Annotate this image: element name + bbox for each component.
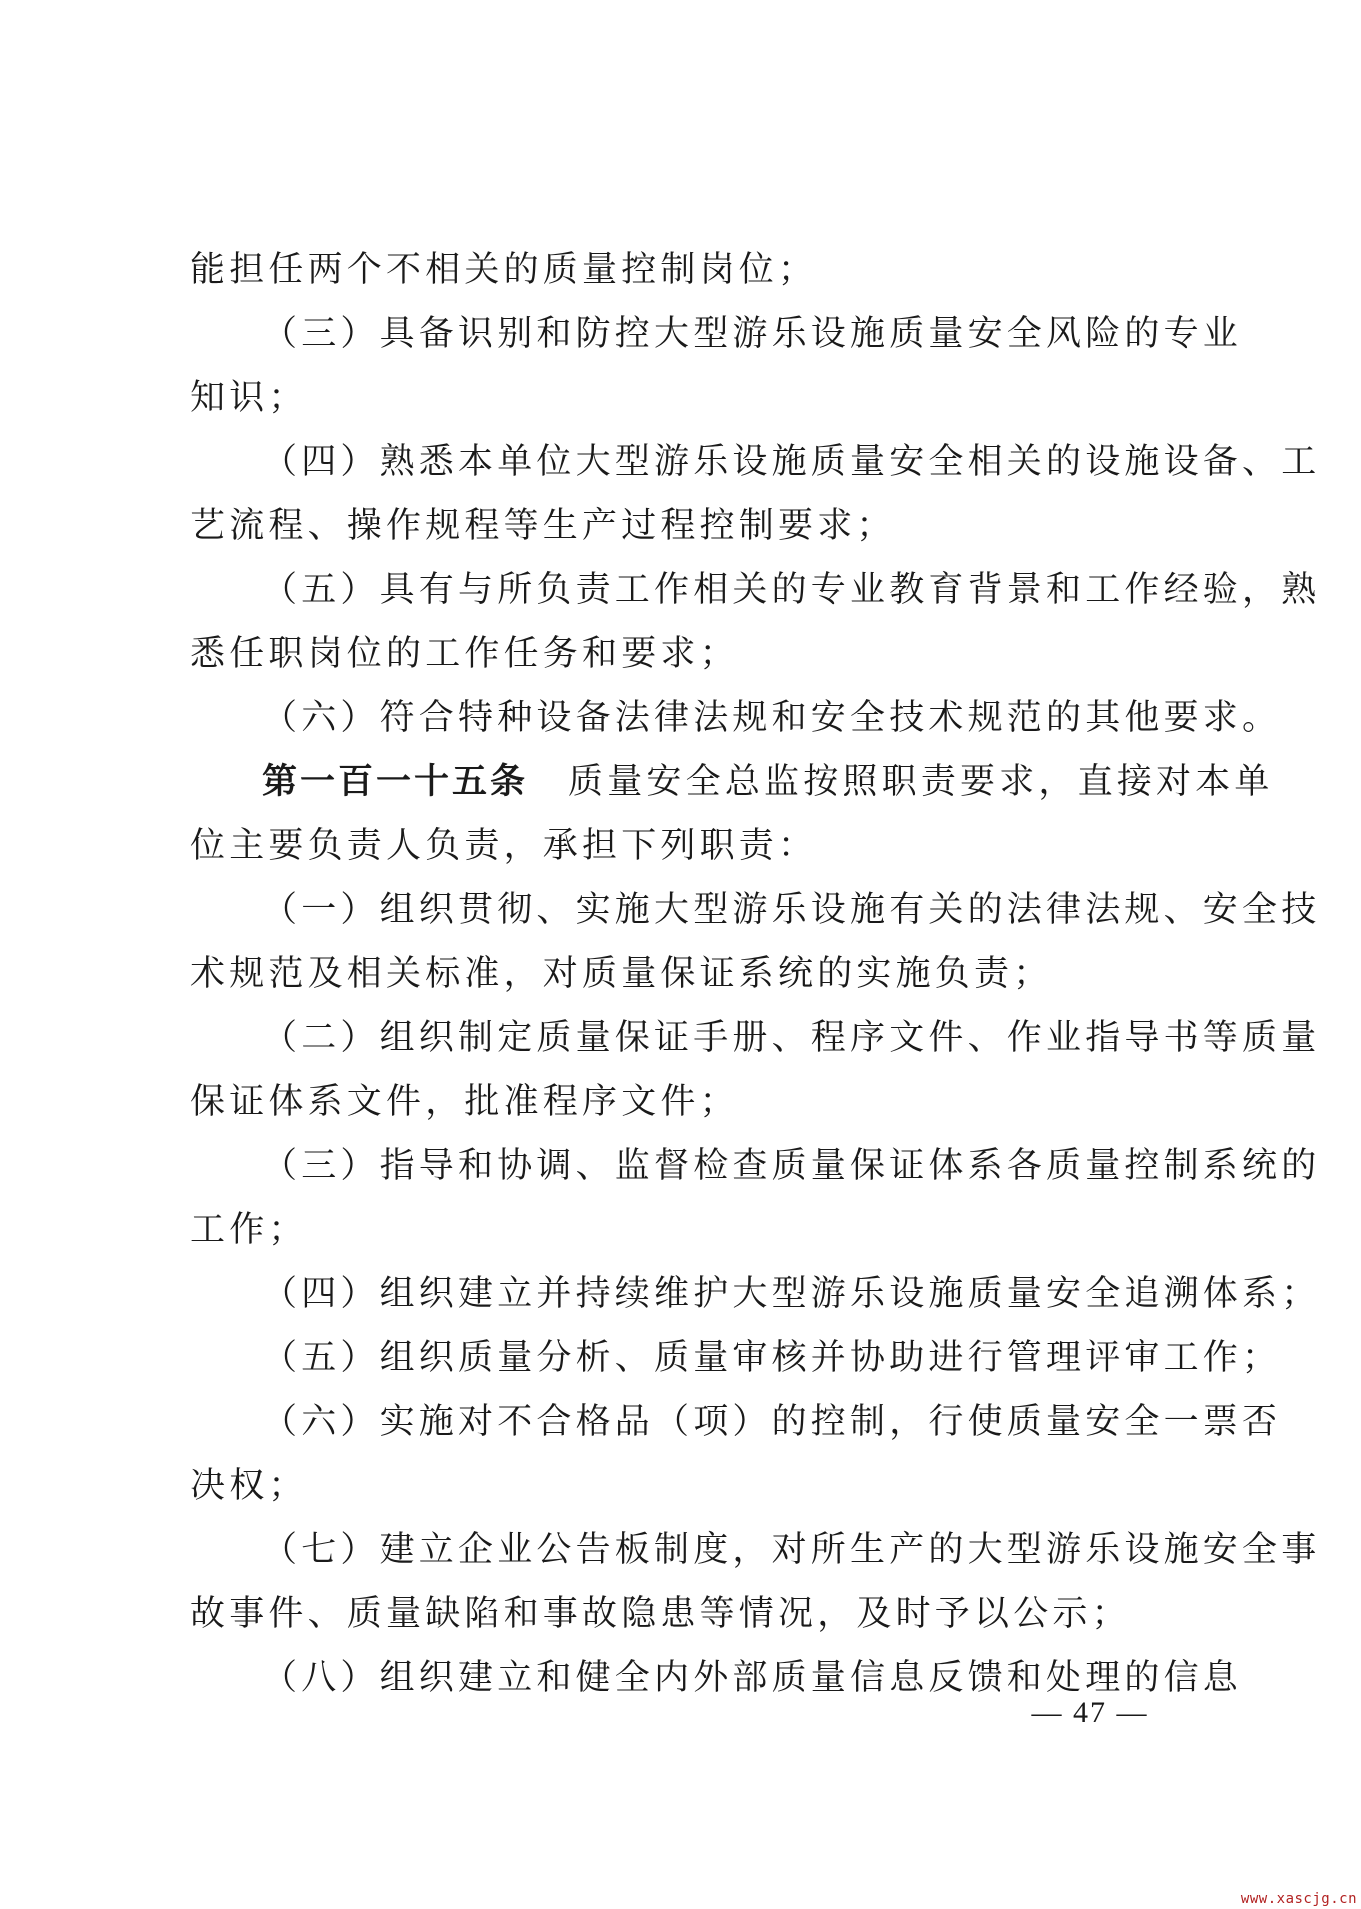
text-line: （三）指导和协调、监督检查质量保证体系各质量控制系统的 xyxy=(262,1146,1321,1186)
text-line: 术规范及相关标准，对质量保证系统的实施负责； xyxy=(190,954,1053,994)
text-line: 知识； xyxy=(190,378,308,418)
text-line: 决权； xyxy=(190,1466,308,1506)
text-line: （二）组织制定质量保证手册、程序文件、作业指导书等质量 xyxy=(262,1018,1321,1058)
text-line: 工作； xyxy=(190,1210,308,1250)
page-number: — 47 — xyxy=(1031,1696,1149,1729)
text-line: 艺流程、操作规程等生产过程控制要求； xyxy=(190,506,896,546)
text-line: （四）组织建立并持续维护大型游乐设施质量安全追溯体系； xyxy=(262,1274,1321,1314)
watermark: www.xascjg.cn xyxy=(1240,1891,1357,1907)
text-line: （六）符合特种设备法律法规和安全技术规范的其他要求。 xyxy=(262,698,1282,738)
text-line: 保证体系文件，批准程序文件； xyxy=(190,1082,739,1122)
text-line: （三）具备识别和防控大型游乐设施质量安全风险的专业 xyxy=(262,314,1243,354)
text-line: 故事件、质量缺陷和事故隐患等情况，及时予以公示； xyxy=(190,1594,1131,1634)
article-text: 质量安全总监按照职责要求，直接对本单 xyxy=(568,762,1274,802)
text-line: 位主要负责人负责，承担下列职责： xyxy=(190,826,818,866)
article-heading-line xyxy=(262,750,1274,814)
article-title: 第一百一十五条 xyxy=(262,762,529,802)
text-line: （五）具有与所负责工作相关的专业教育背景和工作经验，熟 xyxy=(262,570,1321,610)
text-line: （五）组织质量分析、质量审核并协助进行管理评审工作； xyxy=(262,1338,1282,1378)
text-line: （一）组织贯彻、实施大型游乐设施有关的法律法规、安全技 xyxy=(262,890,1321,930)
text-line: （七）建立企业公告板制度，对所生产的大型游乐设施安全事 xyxy=(262,1530,1321,1570)
text-line: 悉任职岗位的工作任务和要求； xyxy=(190,634,739,674)
text-line: （八）组织建立和健全内外部质量信息反馈和处理的信息 xyxy=(262,1658,1243,1698)
text-line: （六）实施对不合格品（项）的控制，行使质量安全一票否 xyxy=(262,1402,1282,1442)
text-line: 能担任两个不相关的质量控制岗位； xyxy=(190,250,818,290)
text-line: （四）熟悉本单位大型游乐设施质量安全相关的设施设备、工 xyxy=(262,442,1321,482)
